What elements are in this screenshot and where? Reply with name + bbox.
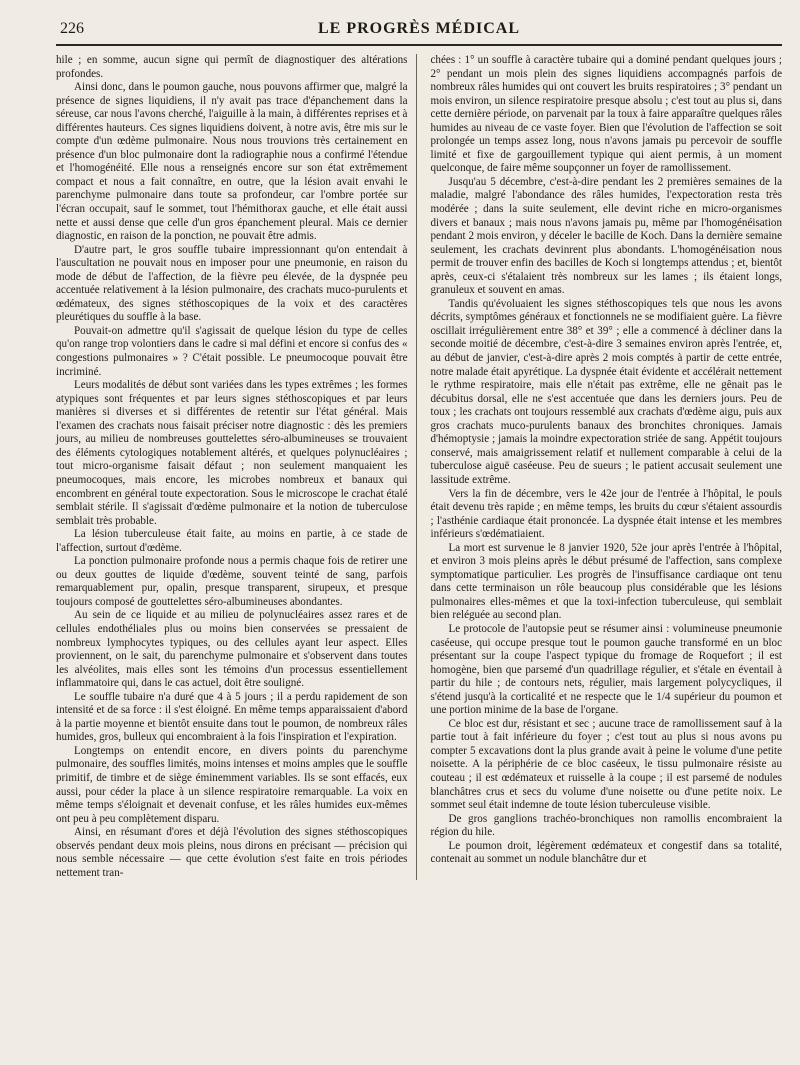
paragraph: Au sein de ce liquide et au milieu de polynucléaires assez rares et de cellules endothéliales plus ou moins bien conservées se pressaient de nombreux lymphocytes typiques, ou des cellules ayant leur aspect. Elles proviennent, on le sait, du parenchyme pulmonaire et s'observent dans toutes les alvéolites, mais elles sont les témoins d'un processus essentiellement inflammatoire qui, dans le cas actuel, doit être souligné.	[56, 609, 408, 690]
paragraph: Vers la fin de décembre, vers le 42e jour de l'entrée à l'hôpital, le pouls était devenu très rapide ; en même temps, les bruits du cœur s'étaient assourdis ; l'asthénie cardiaque était prononcée. La dyspnée était intense et les membres inférieurs s'œdématiaient.	[430, 487, 782, 541]
paragraph: Le protocole de l'autopsie peut se résumer ainsi : volumineuse pneumonie caséeuse, qui occupe presque tout le poumon gauche transformé en un bloc présentant sur la coupe l'aspect typique du fromage de Roquefort ; il est homogène, bien que parsemé d'un quadrillage régulier, et s'étale en éventail à partir du hile ; de contours nets, régulier, mais largement polycycliques, il s'étend jusqu'à la corticalité et ne respecte que le 1/4 supérieur du poumon et une portion minime de la base de l'organe.	[430, 622, 782, 717]
paragraph: Tandis qu'évoluaient les signes stéthoscopiques tels que nous les avons décrits, symptômes généraux et fonctionnels ne se modifiaient guère. La fièvre oscillait irrégulièrement entre 38° et 39° ; elle a commencé à décliner dans la seconde moitié de décembre, c'est-à-dire 3 semaines environ après l'entrée, et, au début de janvier, c'est-à-dire après 2 mois comptés à partir de cette entrée, notre malade était apyrétique. La dyspnée était évidente et accélérait nettement le rythme respiratoire, mais elle n'était pas extrême, elle ne gênait pas le décubitus dorsal, elle ne s'est accentuée que dans les derniers jours. Peu de toux ; les crachats ont toujours ressemblé aux crachats d'œdème aigu, puis aux gros crachats muco-purulents banaux des bronchites chroniques. Jamais d'hémoptysie ; jamais la moindre expectoration striée de sang. Appétit toujours conservé, mais amaigrissement relatif et nullement comparable à celui de la tuberculose aiguë caséeuse. Peu de sueurs ; le patient accusait seulement une lassitude extrême.	[430, 297, 782, 486]
page-number: 226	[60, 20, 84, 37]
paragraph: Le poumon droit, légèrement œdémateux et congestif dans sa totalité, contenait au sommet un nodule blanchâtre dur et	[430, 839, 782, 866]
text-columns	[56, 54, 782, 880]
paragraph: Ce bloc est dur, résistant et sec ; aucune trace de ramollissement sauf à la partie tout à fait inférieure du foyer ; c'est tout au plus si nous avons pu compter 5 excavations dont la plus grande avait à peine le volume d'une petite noisette. A la périphérie de ce bloc caséeux, le tissu pulmonaire résiste au couteau ; il est œdémateux et ruisselle à la coupe ; il est parsemé de nodules blanchâtres crus et secs du volume d'une noisette ou d'une petite noix. Le sommet seul était indemne de toute lésion tuberculeuse visible.	[430, 717, 782, 812]
running-title: LE PROGRÈS MÉDICAL	[317, 20, 521, 37]
paragraph: Ainsi, en résumant d'ores et déjà l'évolution des signes stéthoscopiques observés pendant deux mois pleins, nous dirons en précisant — précision qui nous semble nécessaire — que cette évolution s'est faite en trois périodes nettement tran-	[56, 826, 408, 879]
paragraph: Pouvait-on admettre qu'il s'agissait de quelque lésion du type de celles qu'on range trop volontiers dans le cadre si mal défini et encore si confus des « congestions pulmonaires » ? C'était possible. Le pneumocoque pouvait être incriminé.	[56, 324, 408, 378]
paragraph: La mort est survenue le 8 janvier 1920, 52e jour après l'entrée à l'hôpital, et environ 3 mois pleins après le début présumé de l'affection, sans complexe symptomatique particulier. Les progrès de l'insuffisance cardiaque ont tenu dans cette terminaison un rôle beaucoup plus considérable que les lésions pulmonaires elles-mêmes et que la toxi-infection tuberculeuse, qui semblait bien reléguée au second plan.	[430, 541, 782, 622]
paragraph: La ponction pulmonaire profonde nous a permis chaque fois de retirer une ou deux gouttes de liquide d'œdème, souvent teinté de sang, parfois remarquablement pur, opalin, presque transparent, sirupeux, et presque toujours composé de gouttelettes séro-albumineuses abondantes.	[56, 555, 408, 608]
paragraph: Longtemps on entendit encore, en divers points du parenchyme pulmonaire, des souffles limités, moins intenses et moins amples que le souffle primitif, de timbre et de siège éminemment variables. Ils se sont effacés, eux aussi, pour céder la place à un silence respiratoire remarquable. La voix en même temps s'éloignait et devenait confuse, et les râles humides eux-mêmes ont peu à peu complètement disparu.	[56, 744, 408, 825]
right-column	[431, 54, 783, 880]
paragraph: D'autre part, le gros souffle tubaire impressionnant qu'on entendait à l'auscultation ne pouvait nous en imposer pour une pneumonie, en raison du mode de début de l'affection, de la fièvre peu élevée, de la dyspnée peu accentuée relativement à la lésion pulmonaire, des crachats muco-purulents et œdémateux, des signes stéthoscopiques de la voix et des caractères pleurétiques du souffle à la base.	[56, 243, 408, 324]
paragraph: La lésion tuberculeuse était faite, au moins en partie, à ce stade de l'affection, surtout d'œdème.	[56, 528, 408, 554]
paragraph: Le souffle tubaire n'a duré que 4 à 5 jours ; il a perdu rapidement de son intensité et de sa force : il s'est éloigné. En même temps apparaissaient d'abord à la partie moyenne et bientôt ensuite dans tout le poumon, de nombreux râles humides, gros, bulleux qui encombraient à la fois l'inspiration et l'expiration.	[56, 690, 408, 744]
paragraph: De gros ganglions trachéo-bronchiques non ramollis encombraient la région du hile.	[430, 812, 782, 839]
paragraph: Jusqu'au 5 décembre, c'est-à-dire pendant les 2 premières semaines de la maladie, malgré l'abondance des râles humides, l'expectoration resta très modérée ; dans la suite seulement, elle devint riche en micro-organismes divers et banaux ; mais nous n'avons jamais pu, même par l'homogénéisation pendant 2 mois environ, y déceler le bacille de Koch. Dans la dernière semaine seulement, les crachats devinrent plus abondants. L'homogénéisation nous permit de trouver enfin des bacilles de Koch si longtemps attendus ; et, bientôt après, ceux-ci s'étalaient très nombreux sur les lames ; ils étaient longs, granuleux et souvent en amas.	[430, 175, 782, 297]
paragraph: chées : 1° un souffle à caractère tubaire qui a dominé pendant quelques jours ; 2° pendant un mois plein des signes liquidiens accompagnés parfois de nombreux râles humides qui ont couvert les bruits respiratoires ; 3° pendant un mois environ, un silence respiratoire presque absolu ; c'est tout au plus si, dans cette dernière période, on parvenait par la toux à faire apparaître quelques râles humides au niveau de ce vaste foyer. Bien que l'évolution de l'affection se soit prolongée un temps assez long, nous n'avons jamais pu percevoir de souffle limité et fixe de gargouillement typique qui aient permis, à un moment quelconque, de faire même soupçonner un foyer de ramollissement.	[430, 54, 782, 175]
page-header	[56, 14, 782, 46]
paragraph: Leurs modalités de début sont variées dans les types extrêmes ; les formes atypiques sont fréquentes et par leurs signes stéthoscopiques et par leurs manières si diverses et si différentes de retentir sur l'état général. Mais l'examen des crachats nous faisait préciser notre diagnostic : dès les premiers jours, au milieu de nombreuses gouttelettes séro-albumineuses se trouvaient des éléments cytologiques notablement altérés, et quelques polynucléaires ; tout micro-organisme faisait défaut ; non seulement manquaient les pneumocoques, mais encore, les microbes nombreux et banaux qui encombrent en général toute expectoration. Sous le microscope le crachat étalé semblait stérile. Il s'agissait d'œdème pulmonaire et la notion de tuberculose semblait très probable.	[56, 379, 408, 527]
left-column	[56, 54, 417, 880]
paragraph: hile ; en somme, aucun signe qui permît de diagnostiquer des altérations profondes.	[56, 54, 408, 80]
paragraph: Ainsi donc, dans le poumon gauche, nous pouvons affirmer que, malgré la présence de signes liquidiens, il n'y avait pas trace d'épanchement dans la séreuse, car nous l'avons cherché, l'aiguille à la main, à différentes reprises et à différentes hauteurs. Ces signes liquidiens doivent, à notre avis, être mis sur le compte d'un œdème pulmonaire. Nous nous trouvions très certainement en présence d'un bloc pulmonaire dont la radiographie nous a confirmé l'étendue et l'homogénéité. Elle nous a renseignés encore sur son état extrêmement compact et nous a fait connaître, en outre, que la lésion avait envahi le parenchyme pulmonaire dans toute sa profondeur, car l'ombre portée sur l'écran occupait, sauf le sommet, tout l'hémithorax gauche, et elle était aussi nette et aussi dense que celle d'un gros épanchement pleural. Mais ce dernier diagnostic, en raison de la ponction, ne pouvait être admis.	[56, 81, 408, 243]
